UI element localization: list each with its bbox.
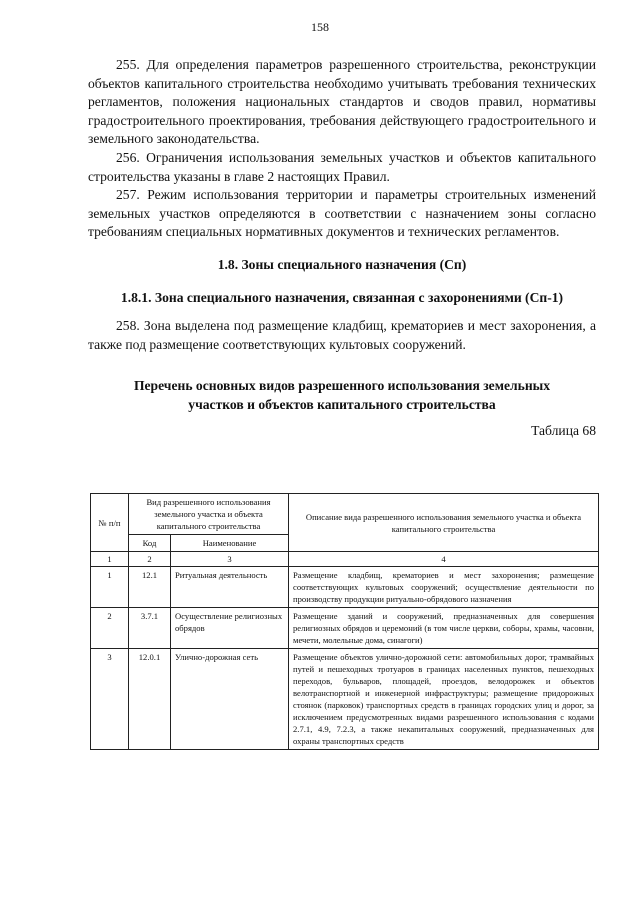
row-name: Ритуальная деятельность [171, 567, 289, 608]
table-header-row [91, 494, 599, 535]
page-number: 158 [311, 20, 329, 34]
table-label: Таблица 68 [531, 423, 596, 439]
header-code: Код [129, 535, 171, 552]
table-row [91, 608, 599, 649]
row-code: 12.0.1 [129, 649, 171, 750]
header-desc: Описание вида разрешенного использования земельного участка и объекта капитального строительства [289, 494, 599, 552]
permitted-use-table [90, 493, 599, 750]
row-num: 2 [91, 608, 129, 649]
header-kind: Вид разрешенного использования земельного участка и объекта капитального строительства [129, 494, 289, 535]
section-heading: 1.8. Зоны специального назначения (Сп) [217, 256, 467, 272]
paragraph-255: 255. Для определения параметров разрешенного строительства, реконструкции объектов капитального строительства необходимо учитывать требования технических регламентов, положения национальных стандартов и сводов правил, нормативы градостроительного проектирования, требования действующего градостроительного и земельного законодательства. [88, 57, 596, 147]
subsection-heading: 1.8.1. Зона специального назначения, связанная с захоронениями (Сп-1) [120, 289, 564, 305]
header-name: Наименование [171, 535, 289, 552]
column-number: 1 [91, 552, 129, 567]
paragraph-256: 256. Ограничения использования земельных участков и объектов капитального строительства указаны в главе 2 настоящих Правил. [88, 149, 596, 184]
paragraph-257: 257. Режим использования территории и параметры строительных изменений земельных участков определяются в соответствии с назначением зоны согласно требованиям специальных нормативных документов и технических регламентов. [88, 187, 596, 240]
column-number-row [91, 552, 599, 567]
header-num: № п/п [91, 494, 129, 552]
table-row [91, 649, 599, 750]
list-title-line2: участков и объектов капитального строительства [188, 397, 496, 413]
column-number: 2 [129, 552, 171, 567]
paragraph-258: 258. Зона выделена под размещение кладбищ, крематориев и мест захоронения, а также под размещение соответствующих культовых сооружений. [88, 318, 596, 352]
row-num: 1 [91, 567, 129, 608]
row-desc: Размещение кладбищ, крематориев и мест захоронения; размещение соответствующих культовых сооружений; осуществление деятельности по производству продукции ритуально-обрядового назначения [289, 567, 599, 608]
column-number: 3 [171, 552, 289, 567]
row-desc: Размещение объектов улично-дорожной сети: автомобильных дорог, трамвайных путей и пешеходных тротуаров в границах населенных пунктов, пешеходных переходов, бульваров, площадей, проездов, велодорожек и объектов велотранспортной и инженерной инфраструктуры; размещение придорожных стоянок (парковок) транспортных средств в границах городских улиц и дорог, за исключением предусмотренных видами разрешенного использования с кодами 2.7.1, 4.9, 7.2.3, а также некапитальных сооружений, предназначенных для охраны транспортных средств [289, 649, 599, 750]
row-code: 12.1 [129, 567, 171, 608]
row-num: 3 [91, 649, 129, 750]
list-title-line1: Перечень основных видов разрешенного использования земельных [133, 378, 551, 394]
column-number: 4 [289, 552, 599, 567]
row-desc: Размещение зданий и сооружений, предназначенных для совершения религиозных обрядов и церемоний (в том числе церкви, соборы, храмы, часовни, мечети, молельные дома, синагоги) [289, 608, 599, 649]
row-code: 3.7.1 [129, 608, 171, 649]
row-name: Осуществление религиозных обрядов [171, 608, 289, 649]
document-body [88, 56, 596, 441]
list-title [88, 376, 596, 414]
table-row [91, 567, 599, 608]
row-name: Улично-дорожная сеть [171, 649, 289, 750]
